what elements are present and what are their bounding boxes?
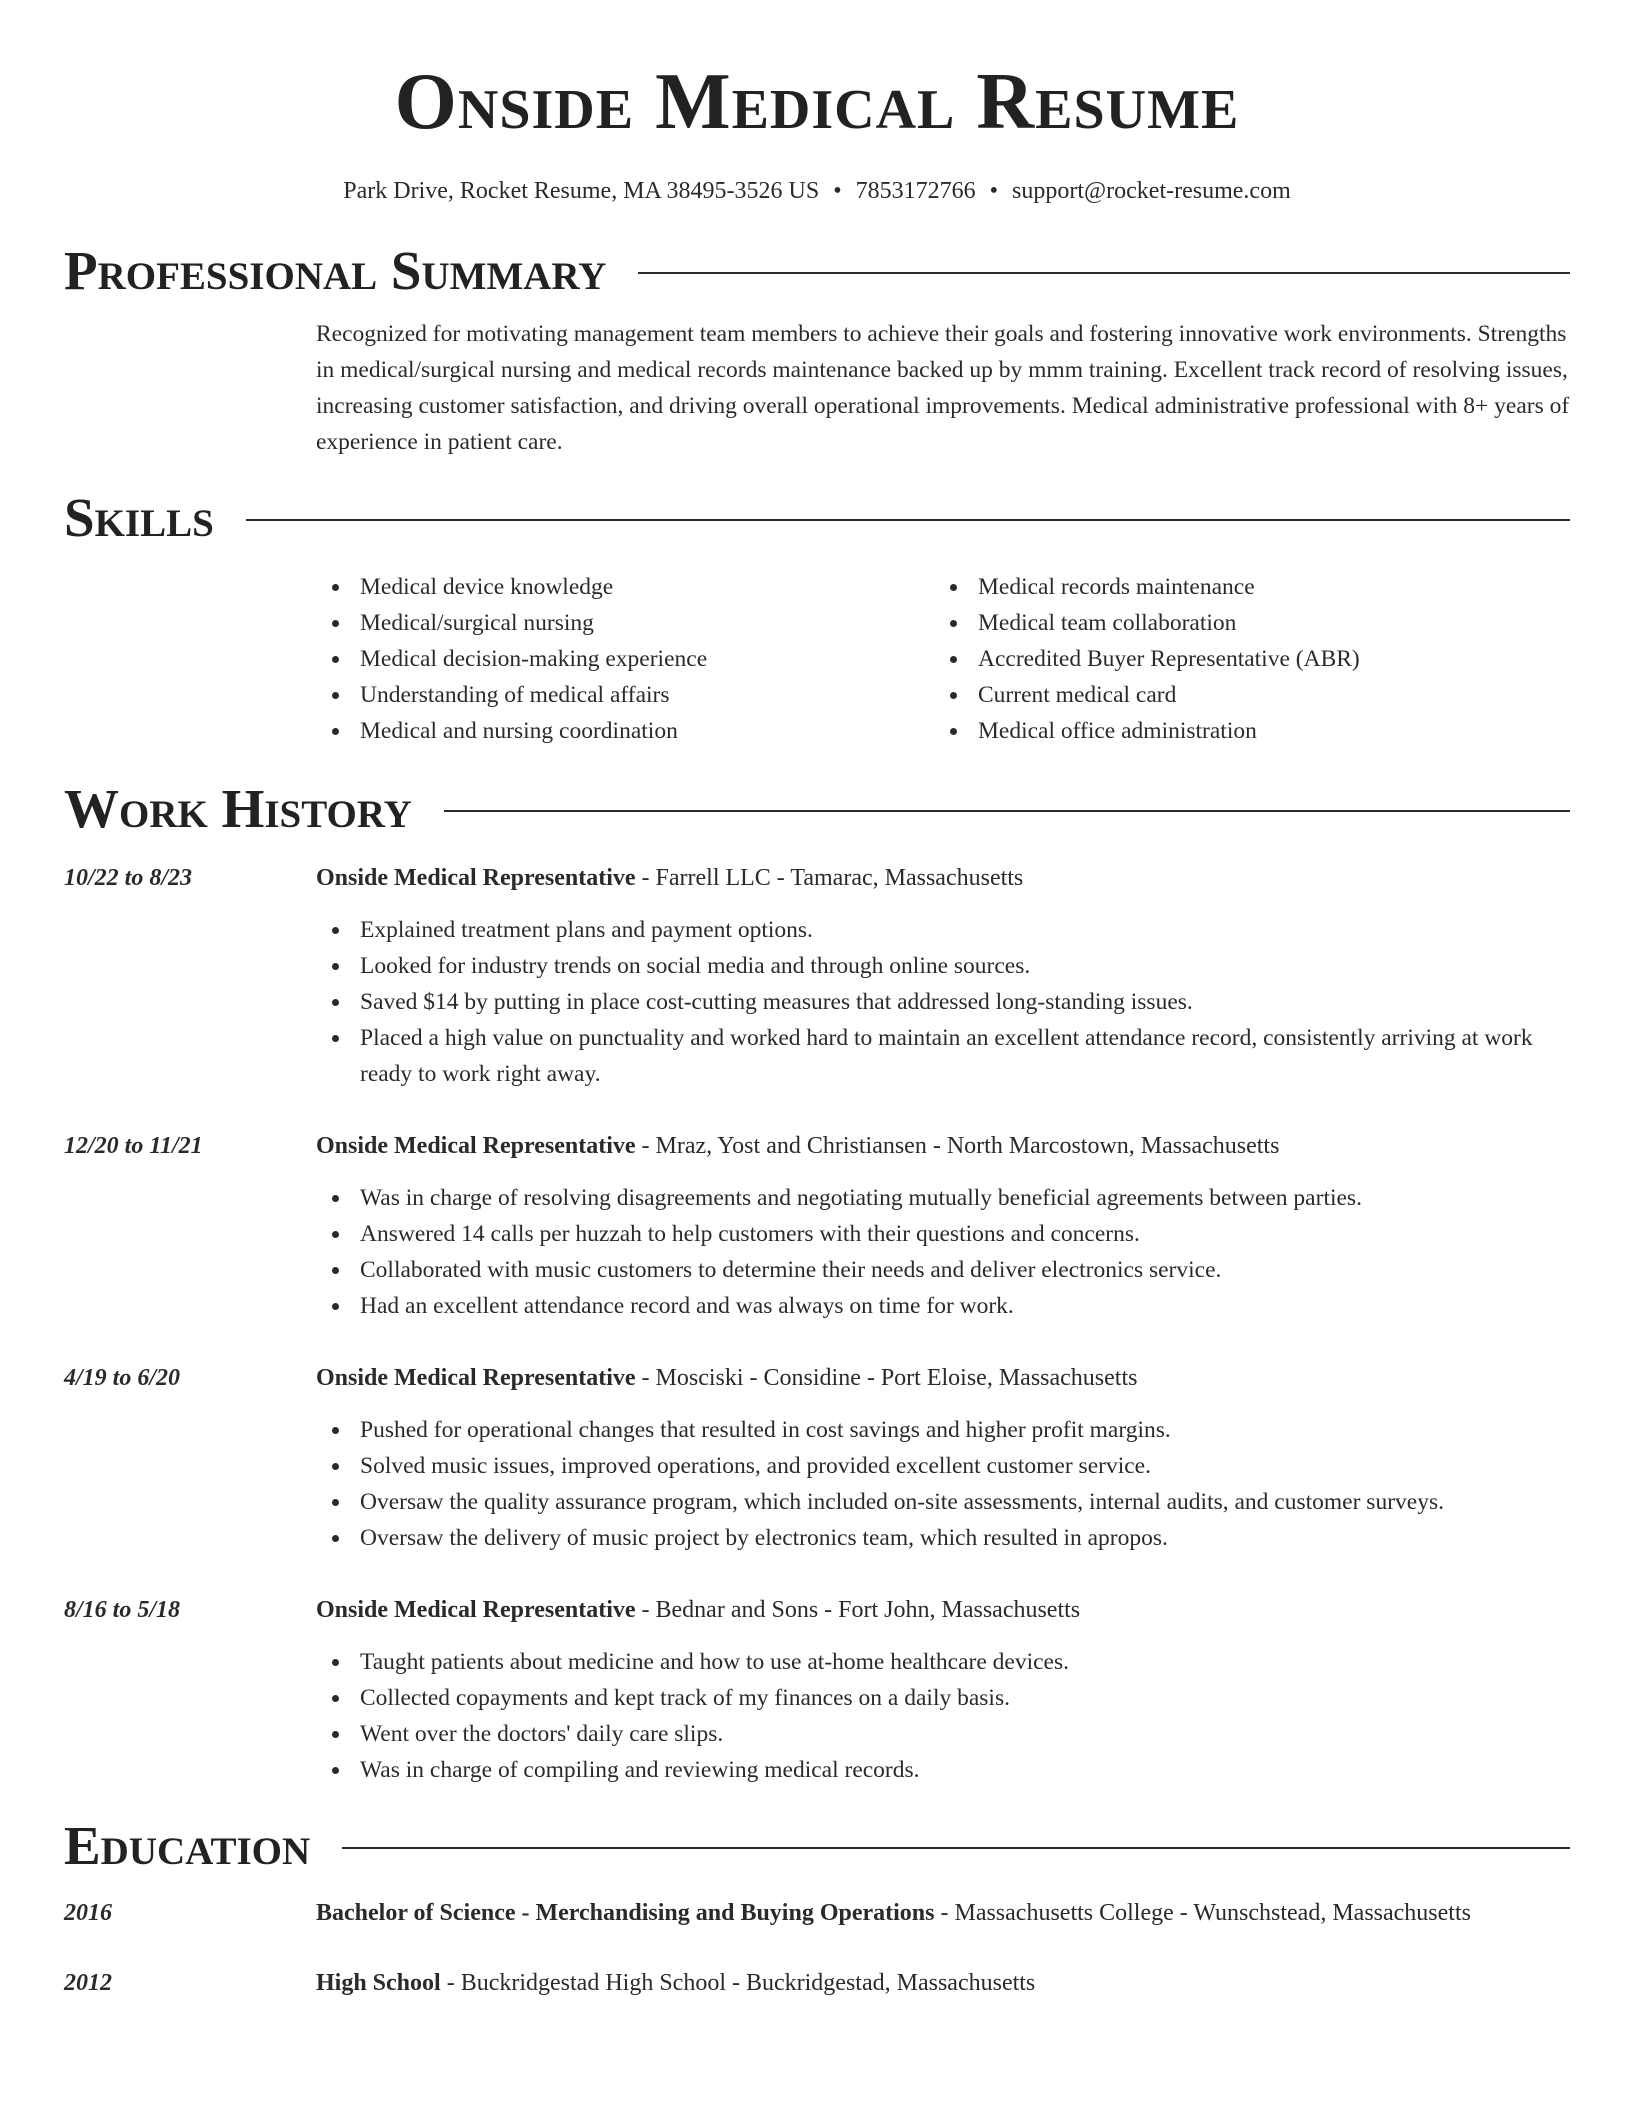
work-bullet: Explained treatment plans and payment options. [316,912,1570,948]
work-bullet: Had an excellent attendance record and was always on time for work. [316,1288,1570,1324]
work-title: Work History [64,778,412,839]
work-bullet: Looked for industry trends on social media and through online sources. [316,948,1570,984]
summary-title: Professional Summary [64,240,607,301]
job-employer: - Mraz, Yost and Christiansen - North Marcostown, Massachusetts [635,1133,1280,1159]
job-title: Onside Medical Representative [316,1365,636,1391]
work-content [316,1590,1570,1788]
work-entry [64,858,1570,1092]
work-bullets [316,1644,1570,1788]
contact-separator: • [833,178,842,204]
work-bullets [316,1412,1570,1556]
work-bullet: Solved music issues, improved operations, and provided excellent customer service. [316,1448,1570,1484]
contact-email: support@rocket-resume.com [1012,178,1291,204]
work-date: 10/22 to 8/23 [64,865,193,891]
education-degree: High School [316,1970,441,1996]
education-degree: Bachelor of Science - Merchandising and Buying Operations [316,1900,935,1926]
education-school: - Buckridgestad High School - Buckridgestad, Massachusetts [440,1970,1036,1996]
work-bullet: Taught patients about medicine and how to use at-home healthcare devices. [316,1644,1570,1680]
work-heading [316,1358,1570,1398]
work-entry [64,1358,1570,1556]
work-section-header [64,778,1570,839]
education-content [316,1963,1570,2003]
work-bullet: Collaborated with music customers to determine their needs and deliver electronics service. [316,1252,1570,1288]
work-bullet: Pushed for operational changes that resulted in cost savings and higher profit margins. [316,1412,1570,1448]
job-title: Onside Medical Representative [316,865,636,891]
work-bullet: Collected copayments and kept track of my finances on a daily basis. [316,1680,1570,1716]
education-date: 2012 [64,1970,112,1996]
summary-section-header [64,240,1570,301]
contact-separator: • [989,178,999,204]
work-heading [316,1590,1570,1630]
education-content [316,1893,1570,1933]
job-employer: - Farrell LLC - Tamarac, Massachusetts [635,865,1024,891]
resume-page [64,0,1570,2003]
skill-item: Medical office administration [934,713,1552,749]
education-date: 2016 [64,1900,112,1926]
work-entry [64,1590,1570,1788]
skill-item: Medical team collaboration [934,605,1552,641]
work-date: 12/20 to 11/21 [64,1133,203,1159]
job-title: Onside Medical Representative [316,1133,636,1159]
work-bullet: Saved $14 by putting in place cost-cutting measures that addressed long-standing issues. [316,984,1570,1020]
work-bullet: Was in charge of resolving disagreements and negotiating mutually beneficial agreements between parties. [316,1180,1570,1216]
skill-item: Understanding of medical affairs [316,677,934,713]
skill-item: Medical decision-making experience [316,641,934,677]
skill-item: Medical device knowledge [316,569,934,605]
work-bullets [316,1180,1570,1324]
resume-name: Onside Medical Resume [394,58,1240,146]
section-divider [444,810,1570,812]
work-content [316,858,1570,1092]
work-content [316,1358,1570,1556]
education-title: Education [64,1815,311,1876]
section-divider [342,1847,1570,1849]
work-bullet: Oversaw the quality assurance program, which included on-site assessments, internal audits, and customer surveys. [316,1484,1570,1520]
job-employer: - Mosciski - Considine - Port Eloise, Massachusetts [635,1365,1138,1391]
skills-title: Skills [64,487,214,548]
skill-item: Medical/surgical nursing [316,605,934,641]
work-heading [316,1126,1570,1166]
work-bullet: Placed a high value on punctuality and worked hard to maintain an excellent attendance record, consistently arriving at work ready to work right away. [316,1020,1570,1092]
skills-list [316,569,1570,749]
work-bullet: Went over the doctors' daily care slips. [316,1716,1570,1752]
skill-item: Accredited Buyer Representative (ABR) [934,641,1552,677]
skill-item: Medical and nursing coordination [316,713,934,749]
section-divider [638,272,1570,274]
education-entry [64,1963,1570,2003]
work-content [316,1126,1570,1324]
work-bullets [316,912,1570,1092]
work-date: 8/16 to 5/18 [64,1597,181,1623]
work-heading [316,858,1570,898]
section-divider [246,519,1570,521]
work-bullet: Was in charge of compiling and reviewing medical records. [316,1752,1570,1788]
job-employer: - Bednar and Sons - Fort John, Massachusetts [635,1597,1081,1623]
work-entry [64,1126,1570,1324]
education-school: - Massachusetts College - Wunschstead, Massachusetts [934,1900,1471,1926]
contact-phone: 7853172766 [855,178,976,204]
job-title: Onside Medical Representative [316,1597,636,1623]
skills-column-right [934,569,1552,749]
education-section-header [64,1815,1570,1876]
skills-section-header [64,487,1570,548]
skill-item: Current medical card [934,677,1552,713]
work-bullet: Oversaw the delivery of music project by electronics team, which resulted in apropos. [316,1520,1570,1556]
skills-column-left [316,569,934,749]
contact-address: Park Drive, Rocket Resume, MA 38495-3526 US [343,178,820,204]
summary-body [316,316,1570,460]
work-bullet: Answered 14 calls per huzzah to help customers with their questions and concerns. [316,1216,1570,1252]
summary-text: Recognized for motivating management team members to achieve their goals and fostering innovative work environments. Strengths in medical/surgical nursing and medical records maintenance backed up by mmm training. Excellent track record of resolving issues, increasing customer satisfaction, and driving overall operational improvements. Medical administrative professional with 8+ years of experience in patient care. [316,321,1570,455]
work-date: 4/19 to 6/20 [64,1365,181,1391]
contact-line [64,178,1570,205]
skill-item: Medical records maintenance [934,569,1552,605]
education-entry [64,1893,1570,1933]
